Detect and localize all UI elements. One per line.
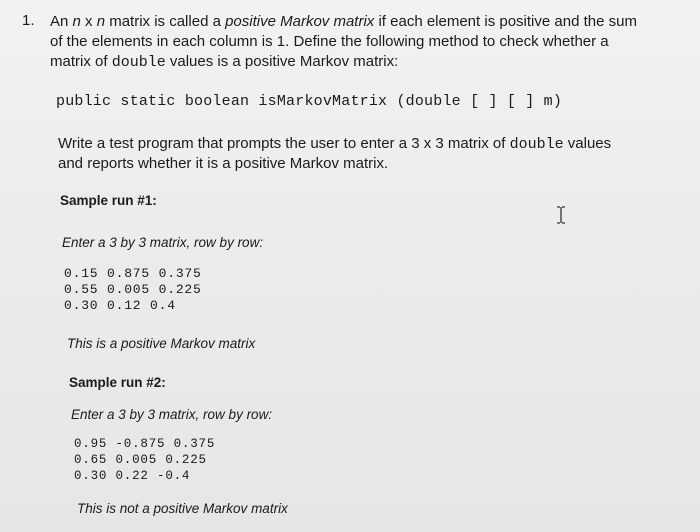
sample1-prompt: Enter a 3 by 3 matrix, row by row: xyxy=(62,235,264,250)
sample2-result: This is not a positive Markov matrix xyxy=(77,501,288,516)
sample1-row-1: 0.15 0.875 0.375 xyxy=(64,266,202,281)
sample2-row-1: 0.95 -0.875 0.375 xyxy=(74,437,216,451)
sample1-heading: Sample run #1: xyxy=(60,193,157,208)
task-line-2: and reports whether it is a positive Markov matrix. xyxy=(58,155,389,172)
intro-line-2: of the elements in each column is 1. Define the following method to check whether a xyxy=(50,33,609,50)
defined-term: positive Markov matrix xyxy=(225,13,375,30)
task-line-1: Write a test program that prompts the user to enter a 3 x 3 matrix of double values xyxy=(58,135,612,153)
method-signature: public static boolean isMarkovMatrix (double [ ] [ ] m) xyxy=(56,93,563,110)
problem-number: 1. xyxy=(22,12,35,29)
sample2-heading: Sample run #2: xyxy=(69,375,166,390)
sample2-prompt: Enter a 3 by 3 matrix, row by row: xyxy=(71,407,273,422)
sample1-row-2: 0.55 0.005 0.225 xyxy=(64,282,202,297)
text-cursor-icon xyxy=(556,206,566,224)
intro-line-3: matrix of double values is a positive Markov matrix: xyxy=(50,53,399,71)
sample1-row-3: 0.30 0.12 0.4 xyxy=(64,298,176,313)
sample2-row-2: 0.65 0.005 0.225 xyxy=(74,453,207,467)
intro-line-1: An n x n matrix is called a positive Markov matrix if each element is positive and the sum xyxy=(50,13,637,30)
sample2-row-3: 0.30 0.22 -0.4 xyxy=(74,469,191,483)
sample1-result: This is a positive Markov matrix xyxy=(67,336,256,351)
